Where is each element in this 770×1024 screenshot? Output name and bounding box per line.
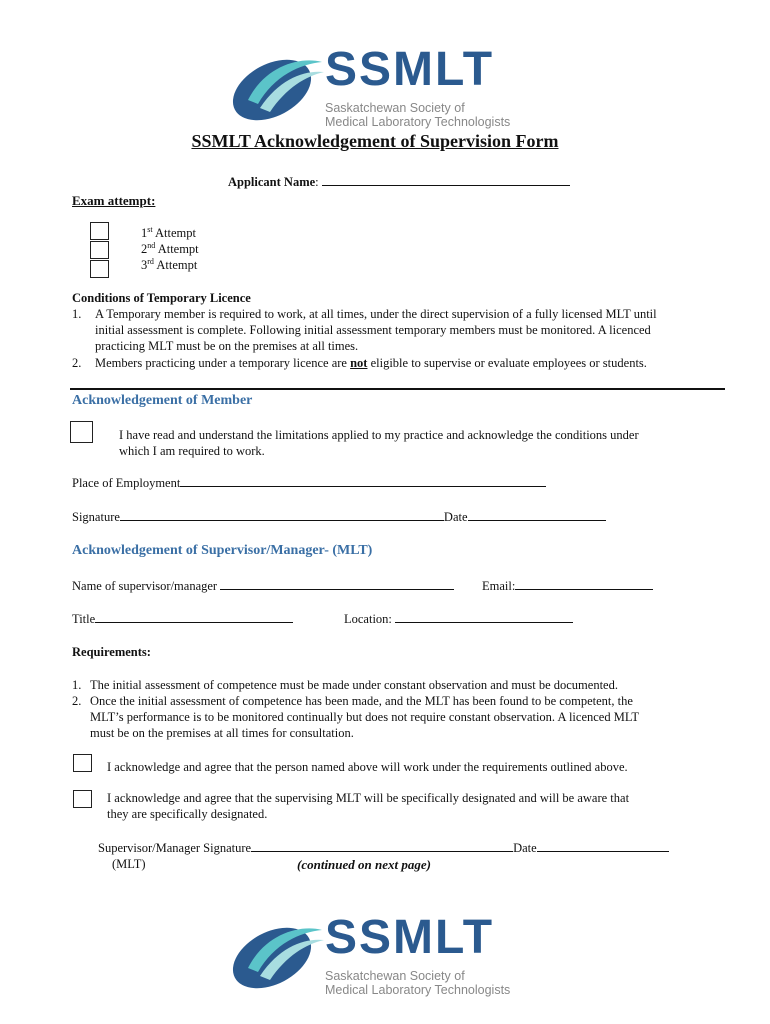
supervisor-name-row [72, 578, 454, 594]
conditions-heading: Conditions of Temporary Licence [72, 291, 251, 305]
brand-sub-line2: Medical Laboratory Technologists [325, 983, 511, 997]
ssmlt-emblem-icon [230, 916, 325, 996]
member-signature-field[interactable] [120, 509, 444, 521]
agree-designation-text: I acknowledge and agree that the supervising MLT will be specifically designated and will be aware that they are specifically designated. [107, 791, 630, 821]
requirement-2-text: Once the initial assessment of competence has been made, and the MLT has been found to be competent, the MLT’s performance is to be monitored continually but does not require constant observation. A licenced MLT must be on the premises at all times for consultation. [90, 694, 639, 740]
supervisor-date-field[interactable] [537, 840, 669, 852]
attempt-3-label: 3rd Attempt [141, 256, 198, 272]
continued-note: (continued on next page) [297, 857, 431, 872]
attempt-1-checkbox[interactable] [90, 222, 109, 240]
ssmlt-logo [230, 44, 530, 130]
condition-2-text: Members practicing under a temporary licence are not eligible to supervise or evaluate employees or students. [95, 356, 647, 370]
requirement-1-text: The initial assessment of competence must be made under constant observation and must be documented. [90, 678, 618, 692]
supervisor-title-label: Title [72, 612, 96, 626]
place-of-employment-field[interactable] [180, 475, 546, 487]
requirements-heading: Requirements: [72, 645, 151, 659]
agree-designation-checkbox[interactable] [73, 790, 92, 808]
page-title: SSMLT Acknowledgement of Supervision Form [191, 131, 559, 151]
applicant-name-row: Applicant Name: [228, 174, 570, 190]
supervisor-email-label: Email: [482, 579, 516, 593]
ssmlt-logo-footer [230, 912, 530, 998]
supervisor-location-label: Location: [344, 612, 392, 626]
agree-requirements-checkbox[interactable] [73, 754, 92, 772]
applicant-name-label: Applicant Name [228, 175, 316, 189]
supervisor-title-field[interactable] [95, 611, 293, 623]
brand-sub-line1: Saskatchewan Society of [325, 969, 465, 983]
ssmlt-emblem-icon [230, 48, 325, 128]
condition-1-number: 1. [72, 307, 82, 321]
member-signature-label: Signature [72, 510, 120, 524]
place-of-employment-row [72, 475, 546, 491]
mlt-label: (MLT) [112, 857, 146, 871]
supervisor-date-label: Date [513, 841, 537, 855]
member-ack-text: I have read and understand the limitations applied to my practice and acknowledge the conditions under which I am required to work. [119, 428, 639, 458]
agree-requirements-text: I acknowledge and agree that the person named above will work under the requirements outlined above. [107, 760, 628, 774]
condition-2-number: 2. [72, 356, 82, 370]
supervisor-name-label: Name of supervisor/manager [72, 579, 218, 593]
applicant-name-field[interactable] [322, 174, 570, 186]
member-section-heading: Acknowledgement of Member [72, 393, 253, 408]
brand-name: SSMLT [325, 43, 495, 96]
member-date-label: Date [443, 510, 468, 524]
supervisor-location-field[interactable] [395, 611, 573, 623]
supervisor-signature-row [98, 840, 669, 856]
member-ack-checkbox[interactable] [70, 421, 93, 443]
requirement-1-number: 1. [72, 678, 82, 692]
exam-attempt-label: Exam attempt: [72, 193, 156, 208]
condition-1-text: A Temporary member is required to work, at all times, under the direct supervision of a fully licensed MLT until initial assessment is complete. Following initial assessment temporary members must be monitored. A licenced practicing MLT must be on the premises at all times. [95, 307, 657, 353]
attempt-1-label: 1st Attempt [141, 224, 196, 240]
requirement-2-number: 2. [72, 694, 82, 708]
supervisor-email-field[interactable] [515, 578, 653, 590]
supervisor-email-row [482, 578, 653, 594]
attempt-3-checkbox[interactable] [90, 260, 109, 278]
brand-sub-line2: Medical Laboratory Technologists [325, 115, 511, 129]
supervisor-title-row [72, 611, 293, 627]
member-signature-row [72, 509, 606, 525]
brand-name: SSMLT [325, 911, 495, 964]
supervisor-signature-label: Supervisor/Manager Signature [98, 841, 252, 855]
supervisor-signature-field[interactable] [251, 840, 513, 852]
section-divider [70, 388, 725, 390]
supervisor-section-heading: Acknowledgement of Supervisor/Manager- (MLT) [72, 543, 373, 558]
supervisor-name-field[interactable] [220, 578, 454, 590]
member-date-field[interactable] [468, 509, 606, 521]
attempt-2-label: 2nd Attempt [141, 240, 199, 256]
supervisor-location-row [344, 611, 573, 627]
attempt-2-checkbox[interactable] [90, 241, 109, 259]
brand-sub-line1: Saskatchewan Society of [325, 101, 465, 115]
place-of-employment-label: Place of Employment [72, 476, 181, 490]
condition-2-emphasis: not [350, 356, 368, 370]
